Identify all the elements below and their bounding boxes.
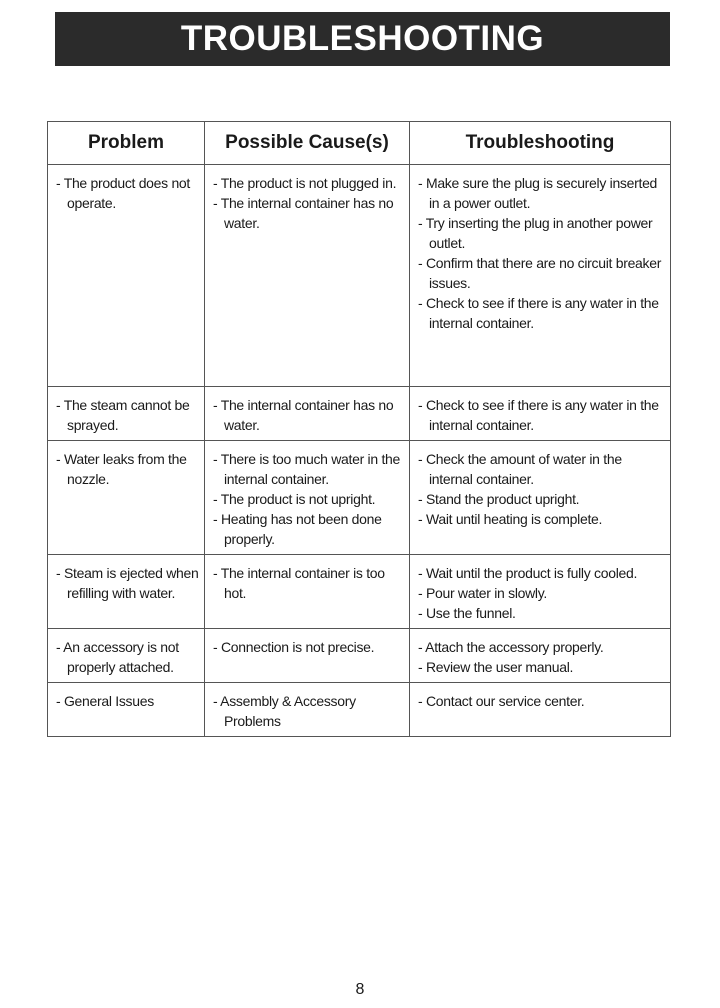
list-item: - Water leaks from the nozzle. xyxy=(56,451,187,487)
list-item: - Contact our service center. xyxy=(418,693,585,709)
list-item: - Wait until the product is fully cooled. xyxy=(418,565,638,581)
problem-cell xyxy=(48,683,205,737)
list-item: - An accessory is not properly attached. xyxy=(56,639,179,675)
table-row xyxy=(48,165,671,387)
problem-cell xyxy=(48,387,205,441)
list-item: - Wait until heating is complete. xyxy=(418,511,603,527)
list-item: - Steam is ejected when refilling with water. xyxy=(56,565,199,601)
list-item: - The internal container has no water. xyxy=(213,195,394,231)
list-item: - Check to see if there is any water in the internal container. xyxy=(418,295,659,331)
fix-cell-list xyxy=(418,449,666,529)
fix-cell xyxy=(410,441,671,555)
list-item: - The internal container has no water. xyxy=(213,397,394,433)
list-item: - Try inserting the plug in another power outlet. xyxy=(418,215,653,251)
cause-cell xyxy=(205,165,410,387)
page-number: 8 xyxy=(355,981,365,998)
fix-cell xyxy=(410,629,671,683)
list-item: - Stand the product upright. xyxy=(418,491,580,507)
list-item: - There is too much water in the internal container. xyxy=(213,451,401,487)
list-item: - The product is not upright. xyxy=(213,491,376,507)
header-problem: Problem xyxy=(48,122,205,165)
header-row xyxy=(48,122,671,165)
table-row xyxy=(48,387,671,441)
list-item: - Check to see if there is any water in the internal container. xyxy=(418,397,659,433)
cause-cell-list xyxy=(213,563,405,603)
list-item: - Review the user manual. xyxy=(418,659,574,675)
problem-cell xyxy=(48,165,205,387)
table-row xyxy=(48,555,671,629)
cause-cell xyxy=(205,683,410,737)
table-body xyxy=(48,165,671,737)
fix-cell-list xyxy=(418,395,666,435)
cause-cell-list xyxy=(213,173,405,233)
list-item: - Connection is not precise. xyxy=(213,639,375,655)
table-row xyxy=(48,683,671,737)
header-troubleshooting: Troubleshooting xyxy=(410,122,671,165)
fix-cell xyxy=(410,683,671,737)
list-item: - The product does not operate. xyxy=(56,175,191,211)
problem-cell-list xyxy=(56,637,200,677)
list-item: - Confirm that there are no circuit breaker issues. xyxy=(418,255,662,291)
cause-cell-list xyxy=(213,691,405,731)
fix-cell xyxy=(410,165,671,387)
list-item: - General Issues xyxy=(56,693,154,709)
fix-cell xyxy=(410,555,671,629)
fix-cell-list xyxy=(418,691,666,711)
table-row xyxy=(48,441,671,555)
header-possible-causes: Possible Cause(s) xyxy=(205,122,410,165)
cause-cell-list xyxy=(213,395,405,435)
problem-cell-list xyxy=(56,173,200,213)
list-item: - The product is not plugged in. xyxy=(213,175,397,191)
fix-cell-list xyxy=(418,173,666,333)
problem-cell xyxy=(48,629,205,683)
list-item: - The steam cannot be sprayed. xyxy=(56,397,190,433)
list-item: - The internal container is too hot. xyxy=(213,565,385,601)
problem-cell xyxy=(48,555,205,629)
troubleshooting-table xyxy=(47,121,671,737)
fix-cell-list xyxy=(418,563,666,623)
cause-cell xyxy=(205,441,410,555)
title-banner xyxy=(55,12,670,66)
problem-cell-list xyxy=(56,563,200,603)
table-row xyxy=(48,629,671,683)
problem-cell-list xyxy=(56,395,200,435)
list-item: - Check the amount of water in the internal container. xyxy=(418,451,622,487)
problem-cell-list xyxy=(56,691,200,711)
list-item: - Attach the accessory properly. xyxy=(418,639,604,655)
list-item: - Use the funnel. xyxy=(418,605,516,621)
cause-cell-list xyxy=(213,637,405,657)
problem-cell-list xyxy=(56,449,200,489)
list-item: - Pour water in slowly. xyxy=(418,585,547,601)
problem-cell xyxy=(48,441,205,555)
cause-cell xyxy=(205,629,410,683)
list-item: - Heating has not been done properly. xyxy=(213,511,382,547)
cause-cell xyxy=(205,387,410,441)
list-item: - Make sure the plug is securely inserted in a power outlet. xyxy=(418,175,658,211)
list-item: - Assembly & Accessory Problems xyxy=(213,693,356,729)
cause-cell-list xyxy=(213,449,405,549)
cause-cell xyxy=(205,555,410,629)
page-title: TROUBLESHOOTING xyxy=(180,19,545,58)
fix-cell xyxy=(410,387,671,441)
fix-cell-list xyxy=(418,637,666,677)
